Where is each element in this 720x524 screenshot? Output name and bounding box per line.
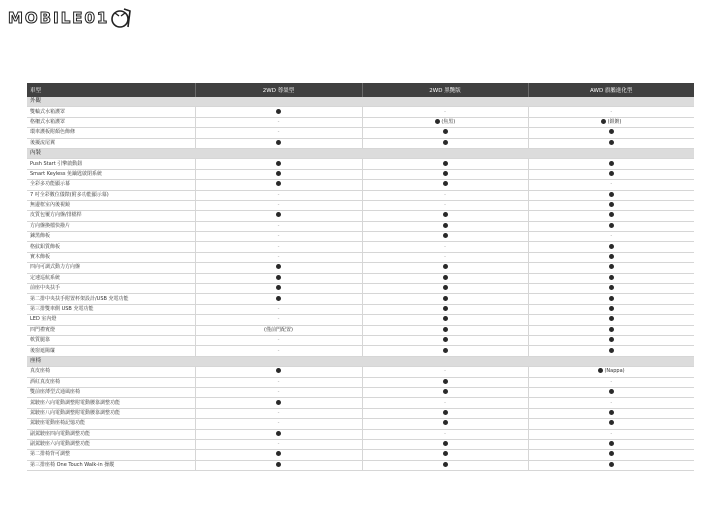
feature-value xyxy=(195,117,362,127)
feature-label: 格柵式水箱護罩 xyxy=(27,117,195,127)
standard-dot-icon xyxy=(443,233,448,238)
feature-label: 全彩多功能顯示幕 xyxy=(27,180,195,190)
standard-dot-icon xyxy=(609,348,614,353)
table-row xyxy=(27,325,694,335)
standard-dot-icon xyxy=(443,462,448,467)
feature-label: 副駕駛座四向電動調整功能 xyxy=(27,429,195,439)
spec-table xyxy=(27,83,694,471)
feature-label: 雙輪式水箱護罩 xyxy=(27,107,195,117)
section-title: 座椅 xyxy=(27,356,694,366)
table-row xyxy=(27,450,694,460)
feature-label: 駕駛座六向電動調整附電動腰靠調整功能 xyxy=(27,398,195,408)
standard-dot-icon xyxy=(443,264,448,269)
table-row xyxy=(27,138,694,148)
standard-dot-icon xyxy=(276,431,281,436)
standard-dot-icon xyxy=(443,161,448,166)
table-row xyxy=(27,107,694,117)
feature-label: 雙前座薄型式通風座椅 xyxy=(27,387,195,397)
feature-value xyxy=(528,107,694,117)
dash-mark: - xyxy=(277,389,280,396)
header-model: 車型 xyxy=(27,83,195,97)
feature-label: 駕駛座八向電動調整附電動腰靠調整功能 xyxy=(27,408,195,418)
standard-dot-icon xyxy=(443,171,448,176)
feature-value xyxy=(362,252,528,262)
feature-value xyxy=(528,346,694,356)
feature-value xyxy=(528,252,694,262)
feature-value xyxy=(362,377,528,387)
table-row xyxy=(27,117,694,127)
feature-value xyxy=(528,200,694,210)
standard-dot-icon xyxy=(609,306,614,311)
standard-dot-icon xyxy=(443,212,448,217)
standard-dot-icon xyxy=(276,451,281,456)
standard-dot-icon xyxy=(609,223,614,228)
feature-value xyxy=(362,460,528,470)
header-trim-2: 2WD 黑艷版 xyxy=(362,83,528,97)
feature-label: 酒紅真皮座椅 xyxy=(27,377,195,387)
feature-value xyxy=(528,398,694,408)
standard-dot-icon xyxy=(443,140,448,145)
feature-value xyxy=(528,294,694,304)
feature-value xyxy=(362,408,528,418)
table-row xyxy=(27,419,694,429)
feature-value xyxy=(362,138,528,148)
standard-dot-icon xyxy=(276,109,281,114)
standard-dot-icon xyxy=(443,420,448,425)
table-row xyxy=(27,377,694,387)
feature-value xyxy=(195,460,362,470)
standard-dot-icon xyxy=(276,285,281,290)
dash-mark: - xyxy=(277,420,280,427)
header-trim-3: AWD 旗艦進化型 xyxy=(528,83,694,97)
table-row xyxy=(27,273,694,283)
table-header-row xyxy=(27,83,694,97)
standard-dot-icon xyxy=(609,441,614,446)
table-row xyxy=(27,335,694,345)
feature-label: 軟質腿靠 xyxy=(27,335,195,345)
standard-dot-icon xyxy=(276,462,281,467)
feature-value xyxy=(195,221,362,231)
table-row xyxy=(27,221,694,231)
feature-value xyxy=(362,190,528,200)
feature-value xyxy=(362,294,528,304)
section-title: 外觀 xyxy=(27,97,694,107)
feature-value xyxy=(195,107,362,117)
logo-mark-icon xyxy=(110,7,132,29)
dash-mark: - xyxy=(277,316,280,323)
feature-value xyxy=(362,398,528,408)
table-row xyxy=(27,200,694,210)
dash-mark: - xyxy=(444,191,446,198)
standard-dot-icon xyxy=(609,192,614,197)
feature-value xyxy=(528,419,694,429)
feature-label: 7 吋全彩數位儀錶(附多功能顯示幕) xyxy=(27,190,195,200)
dash-mark: - xyxy=(277,378,280,385)
feature-value xyxy=(362,211,528,221)
standard-dot-icon xyxy=(609,410,614,415)
feature-value xyxy=(528,232,694,242)
table-row xyxy=(27,180,694,190)
table-row xyxy=(27,398,694,408)
standard-dot-icon xyxy=(443,379,448,384)
feature-value xyxy=(195,242,362,252)
feature-label: Push Start 引擎啟動鈕 xyxy=(27,159,195,169)
table-row xyxy=(27,263,694,273)
feature-value xyxy=(528,117,694,127)
feature-value xyxy=(195,169,362,179)
feature-value xyxy=(362,242,528,252)
feature-value xyxy=(362,325,528,335)
dash-mark: - xyxy=(444,399,446,406)
standard-dot-icon xyxy=(443,327,448,332)
feature-label: 無邊框室內後視鏡 xyxy=(27,200,195,210)
table-row xyxy=(27,346,694,356)
feature-value xyxy=(195,450,362,460)
feature-value xyxy=(195,346,362,356)
feature-value xyxy=(362,169,528,179)
dash-mark: - xyxy=(444,202,446,209)
feature-value xyxy=(528,450,694,460)
section-row xyxy=(27,356,694,366)
standard-dot-icon xyxy=(276,212,281,217)
feature-label: 真皮座椅 xyxy=(27,367,195,377)
feature-label: 駕駛座電動座椅記憶功能 xyxy=(27,419,195,429)
standard-dot-icon xyxy=(443,181,448,186)
feature-value xyxy=(362,367,528,377)
standard-dot-icon xyxy=(609,420,614,425)
feature-label: Smart Keyless 免鑰匙啟閉系統 xyxy=(27,169,195,179)
feature-label: 鍊黑飾板 xyxy=(27,232,195,242)
feature-value xyxy=(362,419,528,429)
standard-dot-icon xyxy=(609,202,614,207)
table-row xyxy=(27,242,694,252)
standard-dot-icon xyxy=(276,181,281,186)
feature-label: 四向可調式動力方向盤 xyxy=(27,263,195,273)
standard-dot-icon xyxy=(443,441,448,446)
feature-value xyxy=(195,387,362,397)
dash-mark: - xyxy=(444,254,446,261)
feature-value xyxy=(362,304,528,314)
feature-value xyxy=(195,419,362,429)
dash-mark: - xyxy=(610,108,613,115)
feature-value xyxy=(528,211,694,221)
feature-value xyxy=(362,346,528,356)
feature-value xyxy=(528,128,694,138)
feature-value xyxy=(195,190,362,200)
feature-value xyxy=(195,294,362,304)
standard-dot-icon xyxy=(276,140,281,145)
feature-label: 後擾流尾翼 xyxy=(27,138,195,148)
feature-value xyxy=(195,335,362,345)
feature-value xyxy=(362,180,528,190)
feature-value xyxy=(528,460,694,470)
standard-dot-icon xyxy=(609,171,614,176)
standard-dot-icon xyxy=(443,337,448,342)
feature-label: 第三排雙車側 USB 充電功能 xyxy=(27,304,195,314)
table-row xyxy=(27,159,694,169)
dash-mark: - xyxy=(277,202,280,209)
feature-value xyxy=(195,273,362,283)
feature-value xyxy=(528,304,694,314)
feature-value xyxy=(362,221,528,231)
dash-mark: - xyxy=(277,441,280,448)
feature-label: 第三排座椅 One Touch Walk-in 操縱 xyxy=(27,460,195,470)
standard-dot-icon xyxy=(609,389,614,394)
standard-dot-icon xyxy=(609,337,614,342)
standard-dot-icon xyxy=(609,296,614,301)
feature-value xyxy=(195,304,362,314)
feature-value xyxy=(195,138,362,148)
table-row xyxy=(27,211,694,221)
dash-mark: - xyxy=(277,191,280,198)
feature-value xyxy=(195,284,362,294)
standard-dot-icon xyxy=(276,275,281,280)
dash-mark: - xyxy=(444,108,446,115)
feature-value xyxy=(362,335,528,345)
feature-value xyxy=(528,377,694,387)
standard-dot-icon xyxy=(609,264,614,269)
dash-mark: - xyxy=(277,118,280,125)
feature-value xyxy=(528,159,694,169)
table-row xyxy=(27,128,694,138)
standard-dot-icon xyxy=(609,451,614,456)
standard-dot-icon xyxy=(276,171,281,176)
feature-value xyxy=(528,315,694,325)
table-row xyxy=(27,190,694,200)
feature-label: 副駕駛座六向電動調整功能 xyxy=(27,439,195,449)
table-row xyxy=(27,169,694,179)
feature-note: (Nappa) xyxy=(602,368,625,375)
dash-mark: - xyxy=(277,233,280,240)
feature-value xyxy=(528,387,694,397)
table-row xyxy=(27,439,694,449)
feature-note: (銀鍍) xyxy=(606,118,622,125)
standard-dot-icon xyxy=(443,306,448,311)
feature-value xyxy=(195,180,362,190)
dash-mark: - xyxy=(610,233,613,240)
standard-dot-icon xyxy=(609,462,614,467)
standard-dot-icon xyxy=(443,389,448,394)
standard-dot-icon xyxy=(443,451,448,456)
standard-dot-icon xyxy=(609,161,614,166)
spec-table-body xyxy=(27,97,694,471)
feature-value xyxy=(195,159,362,169)
logo xyxy=(8,7,132,29)
feature-value xyxy=(528,284,694,294)
standard-dot-icon xyxy=(443,129,448,134)
dash-mark: - xyxy=(444,368,446,375)
feature-label: 前座中央扶手 xyxy=(27,284,195,294)
standard-dot-icon xyxy=(443,275,448,280)
standard-dot-icon xyxy=(609,129,614,134)
feature-label: 後窗遮陽簾 xyxy=(27,346,195,356)
feature-label: 方向盤換檔快撥片 xyxy=(27,221,195,231)
feature-label: 皮質包覆方向盤/排檔桿 xyxy=(27,211,195,221)
table-row xyxy=(27,232,694,242)
feature-value xyxy=(528,408,694,418)
feature-value xyxy=(362,159,528,169)
feature-value xyxy=(362,439,528,449)
standard-dot-icon xyxy=(276,161,281,166)
feature-value xyxy=(195,200,362,210)
feature-value xyxy=(362,387,528,397)
header-trim-1: 2WD 尊榮型 xyxy=(195,83,362,97)
standard-dot-icon xyxy=(443,285,448,290)
dash-mark: - xyxy=(277,337,280,344)
feature-value xyxy=(362,263,528,273)
dash-mark: - xyxy=(277,243,280,250)
feature-value xyxy=(362,232,528,242)
feature-label: 環車護板附顏色飾條 xyxy=(27,128,195,138)
feature-value xyxy=(528,367,694,377)
feature-value xyxy=(195,252,362,262)
standard-dot-icon xyxy=(443,316,448,321)
standard-dot-icon xyxy=(443,296,448,301)
feature-value xyxy=(195,325,362,335)
standard-dot-icon xyxy=(609,316,614,321)
feature-value xyxy=(528,439,694,449)
table-row xyxy=(27,284,694,294)
feature-label: 第二排中央扶手附置杯架設計/USB 充電功能 xyxy=(27,294,195,304)
feature-value xyxy=(195,211,362,221)
dash-mark: - xyxy=(277,254,280,261)
feature-label: 實木飾板 xyxy=(27,252,195,262)
standard-dot-icon xyxy=(609,140,614,145)
section-title: 內裝 xyxy=(27,148,694,158)
feature-value xyxy=(362,128,528,138)
feature-value xyxy=(362,450,528,460)
feature-value xyxy=(195,128,362,138)
feature-value xyxy=(362,284,528,294)
feature-value xyxy=(362,107,528,117)
table-row xyxy=(27,304,694,314)
dash-mark: - xyxy=(444,430,446,437)
feature-value xyxy=(528,263,694,273)
standard-dot-icon xyxy=(609,327,614,332)
table-row xyxy=(27,294,694,304)
feature-value xyxy=(195,429,362,439)
feature-label: 定速巡航系統 xyxy=(27,273,195,283)
dash-mark: - xyxy=(277,129,280,136)
table-row xyxy=(27,460,694,470)
feature-value xyxy=(195,263,362,273)
standard-dot-icon xyxy=(276,368,281,373)
table-row xyxy=(27,367,694,377)
dash-mark: - xyxy=(277,306,280,312)
standard-dot-icon xyxy=(609,285,614,290)
standard-dot-icon xyxy=(609,212,614,217)
standard-dot-icon xyxy=(609,244,614,249)
standard-dot-icon xyxy=(443,223,448,228)
feature-value xyxy=(528,221,694,231)
feature-label: 四門禮賓燈 xyxy=(27,325,195,335)
feature-value xyxy=(528,273,694,283)
standard-dot-icon xyxy=(609,275,614,280)
dash-mark: - xyxy=(277,347,280,354)
dash-mark: - xyxy=(444,243,446,250)
feature-label: 第二排椅背可調整 xyxy=(27,450,195,460)
dash-mark: - xyxy=(277,409,280,416)
feature-value xyxy=(362,315,528,325)
feature-value xyxy=(195,398,362,408)
feature-label: LED 室內燈 xyxy=(27,315,195,325)
feature-value xyxy=(362,200,528,210)
section-row xyxy=(27,148,694,158)
standard-dot-icon xyxy=(443,410,448,415)
table-row xyxy=(27,408,694,418)
feature-value xyxy=(528,190,694,200)
feature-value xyxy=(528,325,694,335)
dash-mark: - xyxy=(277,222,280,229)
feature-value xyxy=(195,315,362,325)
feature-value xyxy=(195,367,362,377)
section-row xyxy=(27,97,694,107)
logo-text: MOBILE01 xyxy=(8,9,110,27)
dash-mark: - xyxy=(610,399,613,406)
feature-note: (僅前門配置) xyxy=(264,326,293,333)
table-row xyxy=(27,387,694,397)
standard-dot-icon xyxy=(443,348,448,353)
feature-value xyxy=(195,439,362,449)
feature-value xyxy=(528,138,694,148)
feature-value xyxy=(528,335,694,345)
dash-mark: - xyxy=(610,430,613,437)
dash-mark: - xyxy=(610,181,613,188)
feature-value xyxy=(362,273,528,283)
table-row xyxy=(27,429,694,439)
standard-dot-icon xyxy=(276,400,281,405)
dash-mark: - xyxy=(610,378,613,385)
table-row xyxy=(27,252,694,262)
standard-dot-icon xyxy=(276,296,281,301)
feature-value xyxy=(195,232,362,242)
standard-dot-icon xyxy=(276,264,281,269)
standard-dot-icon xyxy=(609,254,614,259)
feature-note: (焦黑) xyxy=(439,118,456,125)
feature-label: 格紋鋁質飾板 xyxy=(27,242,195,252)
feature-value xyxy=(528,242,694,252)
table-row xyxy=(27,315,694,325)
feature-value xyxy=(195,377,362,387)
feature-value xyxy=(362,117,528,127)
feature-value xyxy=(362,429,528,439)
feature-value xyxy=(528,429,694,439)
feature-value xyxy=(528,169,694,179)
feature-value xyxy=(195,408,362,418)
feature-value xyxy=(528,180,694,190)
